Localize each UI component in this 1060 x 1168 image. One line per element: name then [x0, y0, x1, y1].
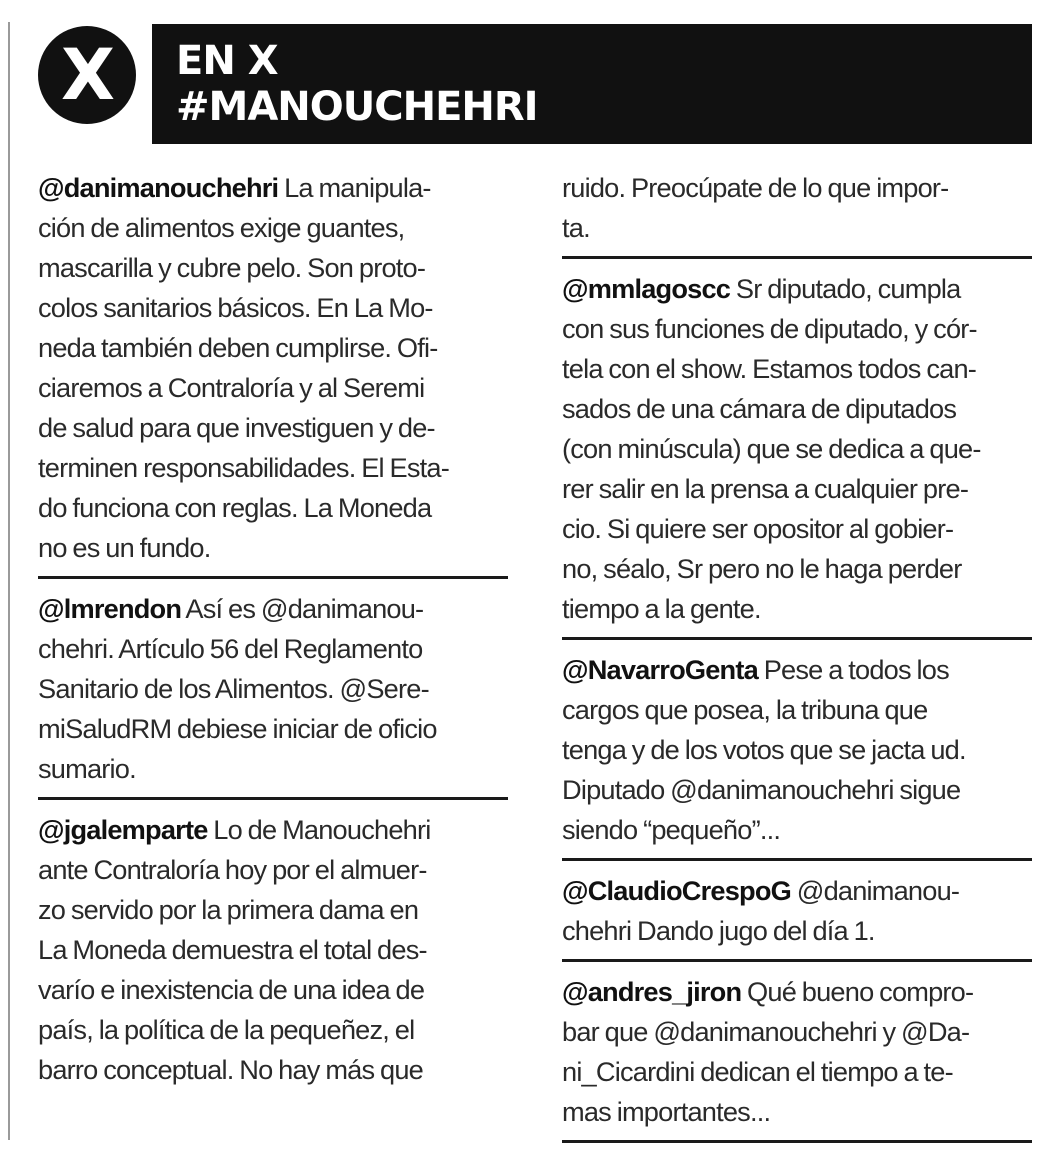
tweet-line	[38, 488, 508, 528]
tweet-line	[38, 589, 508, 629]
tweet-text: sumario.	[38, 753, 136, 784]
tweet-text: ante Contraloría hoy por el almuer-	[38, 854, 427, 885]
tweet-line	[38, 528, 508, 568]
tweet-text: Qué bueno compro-	[741, 976, 974, 1007]
tweet-item	[562, 166, 1032, 259]
tweet-handle[interactable]: @danimanouchehri	[38, 172, 279, 203]
tweet-line	[38, 328, 508, 368]
tweet-line	[38, 448, 508, 488]
section-title-line2: #MANOUCHEHRI	[176, 84, 538, 130]
tweet-line	[38, 408, 508, 448]
tweet-text: con sus funciones de diputado, y cór-	[562, 313, 977, 344]
tweet-line	[38, 208, 508, 248]
tweet-line	[38, 890, 508, 930]
tweet-line	[38, 368, 508, 408]
tweet-line	[562, 389, 1032, 429]
tweet-line	[38, 288, 508, 328]
section-title-line1: EN X	[176, 38, 278, 84]
tweet-line	[562, 549, 1032, 589]
tweet-line	[38, 168, 508, 208]
tweet-line	[562, 911, 1032, 951]
tweet-handle[interactable]: @ClaudioCrespoG	[562, 875, 792, 906]
x-logo-letter: X	[61, 34, 113, 116]
tweet-line	[562, 429, 1032, 469]
tweet-text: @danimanou-	[791, 875, 960, 906]
tweet-line	[562, 1092, 1032, 1132]
tweet-text: mascarilla y cubre pelo. Son proto-	[38, 252, 426, 283]
tweet-text: neda también deben cumplirse. Ofi-	[38, 332, 438, 363]
tweet-text: (con minúscula) que se dedica a que-	[562, 433, 981, 464]
tweet-text: tenga y de los votos que se jacta ud.	[562, 734, 966, 765]
tweet-text: zo servido por la primera dama en	[38, 894, 419, 925]
tweet-line	[38, 749, 508, 789]
tweet-text: cio. Si quiere ser opositor al gobier-	[562, 513, 954, 544]
tweet-text: tiempo a la gente.	[562, 593, 761, 624]
tweet-line	[562, 730, 1032, 770]
tweet-item	[38, 166, 508, 579]
tweet-line	[38, 1050, 508, 1090]
tweet-text: colos sanitarios básicos. En La Mo-	[38, 292, 433, 323]
tweet-text: chehri. Artículo 56 del Reglamento	[38, 633, 423, 664]
tweet-line	[38, 970, 508, 1010]
left-column	[38, 166, 508, 1106]
tweet-text: do funciona con reglas. La Moneda	[38, 492, 432, 523]
tweet-text: ción de alimentos exige guantes,	[38, 212, 405, 243]
tweet-line	[562, 589, 1032, 629]
tweet-text: terminen responsabilidades. El Esta-	[38, 452, 449, 483]
tweet-text: ni_Cicardini dedican el tiempo a te-	[562, 1056, 953, 1087]
tweet-handle[interactable]: @lmrendon	[38, 593, 182, 624]
tweet-line	[562, 509, 1032, 549]
tweet-text: siendo “pequeño”...	[562, 814, 781, 845]
tweet-text: Sanitario de los Alimentos. @Sere-	[38, 673, 429, 704]
tweet-text: varío e inexistencia de una idea de	[38, 974, 425, 1005]
tweet-text: Así es @danimanou-	[181, 593, 424, 624]
tweet-line	[38, 669, 508, 709]
tweet-item	[562, 869, 1032, 962]
tweet-line	[38, 709, 508, 749]
tweet-item	[562, 648, 1032, 861]
tweet-line	[38, 930, 508, 970]
tweet-handle[interactable]: @andres_jiron	[562, 976, 742, 1007]
x-logo-icon	[38, 26, 136, 124]
tweet-text: mas importantes...	[562, 1096, 771, 1127]
tweet-line	[562, 469, 1032, 509]
tweet-item	[562, 970, 1032, 1143]
tweet-text: ciaremos a Contraloría y al Seremi	[38, 372, 425, 403]
tweet-item	[38, 808, 508, 1098]
column-rule	[8, 22, 10, 1140]
tweet-text: no, séalo, Sr pero no le haga perder	[562, 553, 962, 584]
tweet-text: país, la política de la pequeñez, el	[38, 1014, 415, 1045]
tweet-item	[562, 267, 1032, 640]
tweet-line	[562, 1012, 1032, 1052]
tweet-line	[562, 810, 1032, 850]
tweet-text: de salud para que investiguen y de-	[38, 412, 435, 443]
right-column	[562, 166, 1032, 1151]
tweet-handle[interactable]: @mmlagoscc	[562, 273, 731, 304]
tweet-line	[38, 248, 508, 288]
tweet-text: ta.	[562, 212, 590, 243]
tweet-line	[562, 208, 1032, 248]
tweet-line	[562, 168, 1032, 208]
tweet-line	[38, 1010, 508, 1050]
tweet-line	[562, 871, 1032, 911]
tweet-line	[562, 770, 1032, 810]
tweet-line	[562, 650, 1032, 690]
tweet-handle[interactable]: @NavarroGenta	[562, 654, 758, 685]
tweet-text: La Moneda demuestra el total des-	[38, 934, 427, 965]
tweet-text: rer salir en la prensa a cualquier pre-	[562, 473, 969, 504]
tweet-text: ruido. Preocúpate de lo que impor-	[562, 172, 949, 203]
tweet-line	[38, 810, 508, 850]
tweet-line	[562, 690, 1032, 730]
tweet-text: miSaludRM debiese iniciar de oficio	[38, 713, 437, 744]
tweet-line	[38, 850, 508, 890]
tweet-handle[interactable]: @jgalemparte	[38, 814, 208, 845]
tweet-line	[562, 309, 1032, 349]
tweet-item	[38, 587, 508, 800]
tweet-text: Lo de Manouchehri	[207, 814, 431, 845]
tweet-text: Sr diputado, cumpla	[730, 273, 961, 304]
tweet-text: Pese a todos los	[757, 654, 949, 685]
tweet-line	[38, 629, 508, 669]
tweet-text: sados de una cámara de diputados	[562, 393, 957, 424]
section-title-bar	[152, 24, 1032, 144]
tweet-text: bar que @danimanouchehri y @Da-	[562, 1016, 970, 1047]
tweet-line	[562, 972, 1032, 1012]
tweet-text: barro conceptual. No hay más que	[38, 1054, 424, 1085]
tweet-line	[562, 349, 1032, 389]
tweet-text: tela con el show. Estamos todos can-	[562, 353, 977, 384]
tweet-text: chehri Dando jugo del día 1.	[562, 915, 875, 946]
tweet-line	[562, 269, 1032, 309]
tweet-text: La manipula-	[278, 172, 431, 203]
tweet-line	[562, 1052, 1032, 1092]
tweet-text: cargos que posea, la tribuna que	[562, 694, 928, 725]
tweet-text: no es un fundo.	[38, 532, 211, 563]
tweet-text: Diputado @danimanouchehri sigue	[562, 774, 961, 805]
